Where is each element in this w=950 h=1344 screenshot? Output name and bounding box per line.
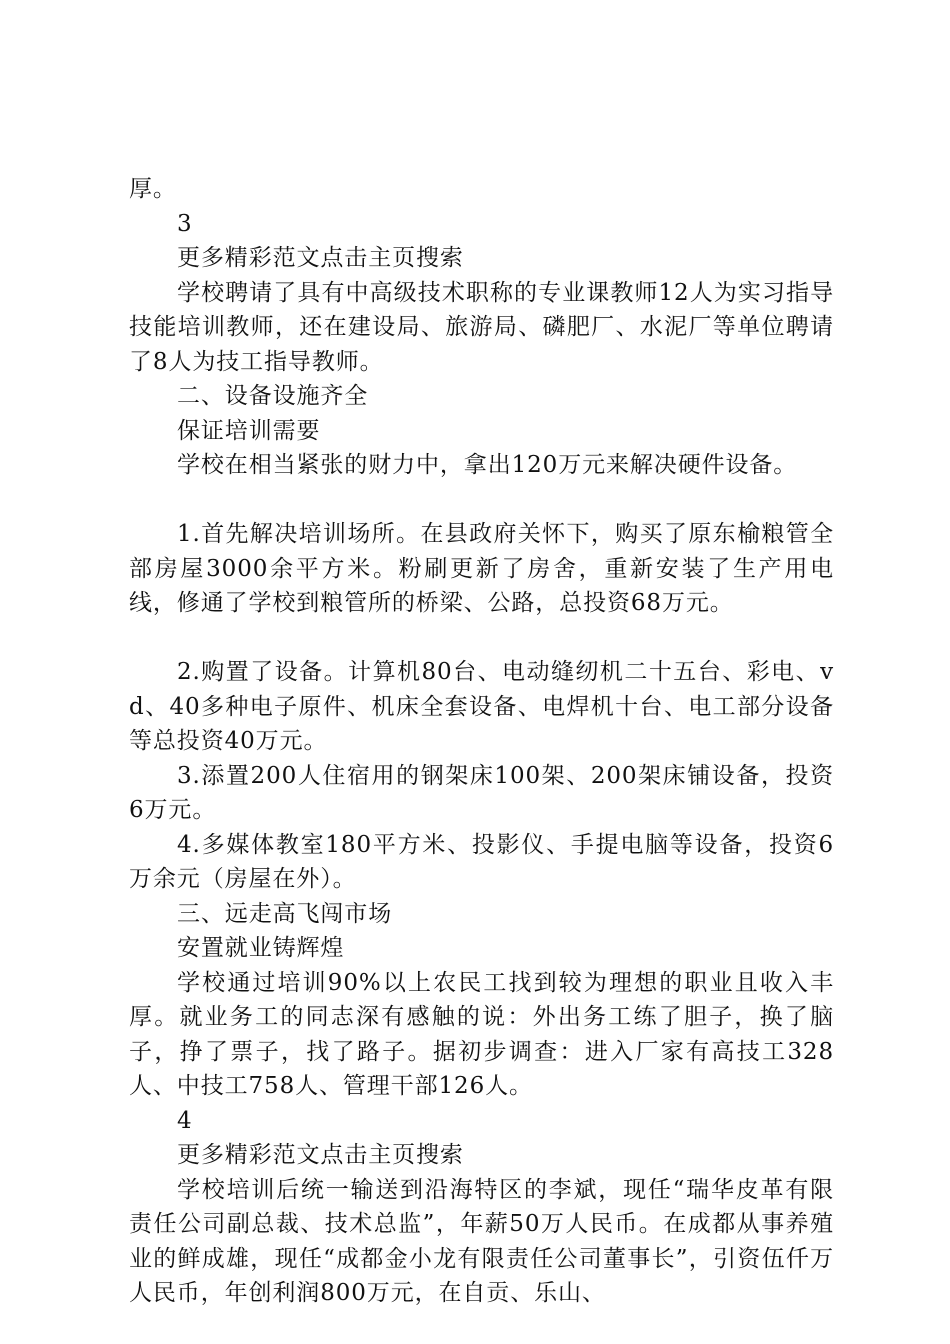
blank-line bbox=[129, 483, 834, 518]
page-number: 3 bbox=[177, 210, 193, 237]
paragraph-item-2: 2.购置了设备。计算机80台、电动缝纫机二十五台、彩电、vd、40多种电子原件、机床全套设备、电焊机十台、电工部分设备等总投资40万元。 bbox=[129, 659, 834, 754]
promo-line: 更多精彩范文点击主页搜索 bbox=[177, 245, 464, 271]
document-body bbox=[129, 172, 834, 1311]
paragraph-continuation: 厚。 bbox=[129, 176, 177, 202]
section-heading: 三、远走高飞闯市场 bbox=[177, 900, 393, 927]
paragraph-teachers: 学校聘请了具有中高级技术职称的专业课教师12人为实习指导技能培训教师，还在建设局、旅游局、磷肥厂、水泥厂等单位聘请了8人为技工指导教师。 bbox=[129, 279, 834, 375]
blank-line bbox=[129, 621, 834, 656]
paragraph-cases: 学校培训后统一输送到沿海特区的李斌，现任“瑞华皮革有限责任公司副总裁、技术总监”，年薪50万人民币。在成都从事养殖业的鲜成雄，现任“成都金小龙有限责任公司董事长”，引资伍仟万人民币，年创利润800万元，在自贡、乐山、 bbox=[129, 1176, 834, 1306]
paragraph-item-4: 4.多媒体教室180平方米、投影仪、手提电脑等设备，投资6万余元（房屋在外）。 bbox=[129, 831, 834, 892]
section-subheading: 安置就业铸辉煌 bbox=[177, 935, 345, 961]
paragraph-funds: 学校在相当紧张的财力中，拿出120万元来解决硬件设备。 bbox=[177, 452, 798, 478]
paragraph-item-3: 3.添置200人住宿用的钢架床100架、200架床铺设备，投资6万元。 bbox=[129, 762, 834, 823]
promo-line: 更多精彩范文点击主页搜索 bbox=[177, 1142, 464, 1168]
section-subheading: 保证培训需要 bbox=[177, 417, 321, 444]
page-number: 4 bbox=[177, 1107, 193, 1134]
section-heading: 二、设备设施齐全 bbox=[177, 383, 369, 409]
paragraph-item-1: 1.首先解决培训场所。在县政府关怀下，购买了原东榆粮管全部房屋3000余平方米。粉刷更新了房舍，重新安装了生产用电线，修通了学校到粮管所的桥梁、公路，总投资68万元。 bbox=[129, 521, 834, 616]
paragraph-employment: 学校通过培训90%以上农民工找到较为理想的职业且收入丰厚。就业务工的同志深有感触的说：外出务工练了胆子，换了脑子，挣了票子，找了路子。据初步调查：进入厂家有高技工328人、中技工758人、管理干部126人。 bbox=[129, 969, 834, 1099]
